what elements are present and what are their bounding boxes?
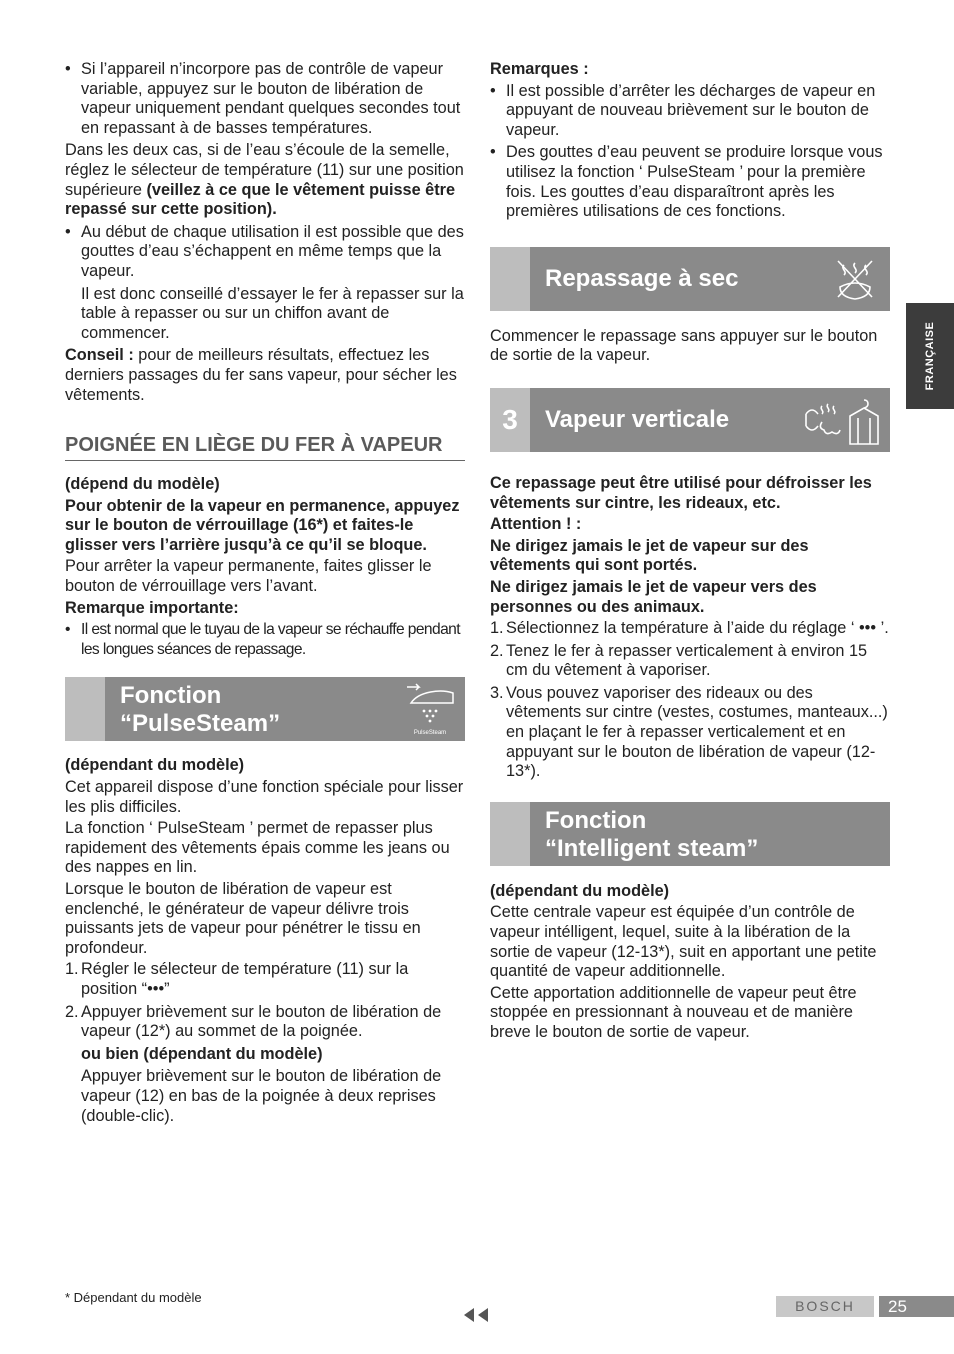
paragraph: Dans les deux cas, si de l’eau s’écoule de la semelle, réglez le sélecteur de température (11) sur une position supérieure (veillez à ce que le vêtement puisse être repassé sur cette position).	[65, 141, 464, 219]
model-note: (dépendant du modèle)	[65, 756, 245, 775]
bullet-list	[65, 223, 465, 344]
vertical-steam-icon	[800, 392, 884, 448]
list-item: • Des gouttes d’eau peuvent se produire lorsque vous utilisez la fonction ‘ PulseSteam ’ pour la première fois. Les gouttes d’eau disparaîtront après les premières utilisations de ces fonctions.	[490, 143, 890, 221]
list-item: 1. Régler le sélecteur de température (11) sur la position “•••”	[65, 960, 409, 998]
paragraph: La fonction ‘ PulseSteam ’ permet de repasser plus rapidement des vêtements épais comme les jeans ou des nappes en lin.	[65, 819, 450, 877]
language-tab: FRANÇAISE	[906, 303, 954, 409]
model-note: (dépendant du modèle)	[490, 881, 670, 900]
brand-label: BOSCH	[776, 1296, 874, 1317]
left-column	[65, 60, 465, 1129]
nav-arrows-icon	[462, 1306, 492, 1324]
paragraph: Cette centrale vapeur est équipée d’un contrôle de vapeur intélligent, lequel, suite à la libération de la sortie de vapeur (12-13*), suit en apportant une petite quantité de vapeur additionnelle.	[490, 903, 877, 981]
bold-instruction: Pour obtenir de la vapeur en permanence, appuyez sur le bouton de vérrouillage (16*) et faites-le glisser vers l’arrière jusqu’à ce qu’il se bloque.	[65, 496, 460, 554]
warning-text: Ne dirigez jamais le jet de vapeur sur des vêtements qui sont portés.	[490, 536, 809, 575]
banner-title: Fonction “PulseSteam”	[120, 682, 281, 738]
model-note: (dépend du modèle)	[65, 475, 220, 494]
pulsesteam-icon	[401, 681, 459, 737]
list-item: • Il est normal que le tuyau de la vapeur se réchauffe pendant les longues séances de repassage.	[65, 620, 465, 659]
section-banner-vertical-steam	[490, 388, 890, 452]
banner-title: Vapeur verticale	[545, 405, 730, 433]
list-item: 1. Sélectionnez la température à l’aide du réglage ‘ ••• ’.	[490, 619, 889, 638]
section-banner-pulsesteam	[65, 677, 465, 741]
bullet-list	[65, 620, 465, 659]
tip-paragraph: Conseil : pour de meilleurs résultats, effectuez les derniers passages du fer sans vapeur, pour sécher les vêtements.	[65, 346, 457, 404]
numbered-list	[490, 619, 890, 782]
warning-text: Ne dirigez jamais le jet de vapeur vers des personnes ou des animaux.	[490, 577, 817, 616]
section-number: 3	[502, 403, 518, 435]
paragraph: Commencer le repassage sans appuyer sur le bouton de sortie de la vapeur.	[490, 326, 878, 365]
notes-label: Remarques :	[490, 60, 589, 78]
list-item: 2. Tenez le fer à repasser verticalement à environ 15 cm du vêtement à vaporiser.	[490, 641, 868, 680]
list-item: 2. Appuyer brièvement sur le bouton de libération de vapeur (12*) au sommet de la poignée. ou bien (dépendant du modèle) Appuyer brièvement sur le bouton de libération de vapeur (12) en bas de la poignée à deux reprises (double-clic).	[65, 1002, 442, 1125]
warning-label: Attention ! :	[490, 515, 582, 534]
banner-title: Repassage à sec	[545, 264, 739, 292]
footnote: * Dépendant du modèle	[65, 1290, 202, 1305]
note-label: Remarque importante:	[65, 598, 239, 617]
bullet-list	[490, 82, 890, 222]
paragraph: Cette apportation additionnelle de vapeur peut être stoppée en pressionnant à nouveau et de manière breve le bouton de sortie de vapeur.	[490, 983, 857, 1041]
page-number: 25	[879, 1296, 954, 1317]
svg-text:PulseSteam: PulseSteam	[413, 730, 447, 737]
paragraph: Cet appareil dispose d’une fonction spéciale pour lisser les plis difficiles.	[65, 778, 464, 816]
list-item: • Au début de chaque utilisation il est possible que des gouttes d’eau s’échappent en même temps que la vapeur. Il est donc conseillé d’essayer le fer à repasser sur la table à repasser ou sur un chiffon avant de commencer.	[65, 223, 465, 344]
banner-title: Fonction “Intelligent steam”	[545, 806, 759, 862]
bullet-list	[65, 60, 465, 138]
list-item: • Il est possible d’arrêter les décharges de vapeur en appuyant de nouveau brièvement sur le bouton de vapeur.	[490, 82, 890, 141]
section-banner-intelligent-steam	[490, 802, 890, 866]
list-item: • Si l’appareil n’incorpore pas de contrôle de vapeur variable, appuyez sur le bouton de libération de vapeur uniquement pendant quelques secondes tout en repassant à de basses températures.	[65, 60, 465, 138]
paragraph: Pour arrêter la vapeur permanente, faites glisser le bouton de vérrouillage vers l’avant.	[65, 557, 432, 596]
bold-instruction: Ce repassage peut être utilisé pour défroisser les vêtements sur cintre, les rideaux, etc.	[490, 473, 872, 512]
section-banner-dry-ironing	[490, 247, 890, 311]
no-steam-icon	[826, 251, 884, 307]
numbered-list	[65, 960, 465, 1126]
section-heading: POIGNÉE EN LIÈGE DU FER À VAPEUR	[65, 432, 465, 461]
list-item: 3. Vous pouvez vaporiser des rideaux ou des vêtements sur cintre (vestes, costumes, manteaux...) en plaçant le fer à repasser verticalement et en appuyant sur le bouton de libération de vapeur (12-13*).	[490, 683, 888, 781]
paragraph: Lorsque le bouton de libération de vapeur est enclenché, le générateur de vapeur délivre trois puissants jets de vapeur pour pénétrer le tissu en profondeur.	[65, 880, 421, 957]
right-column	[490, 60, 890, 1045]
